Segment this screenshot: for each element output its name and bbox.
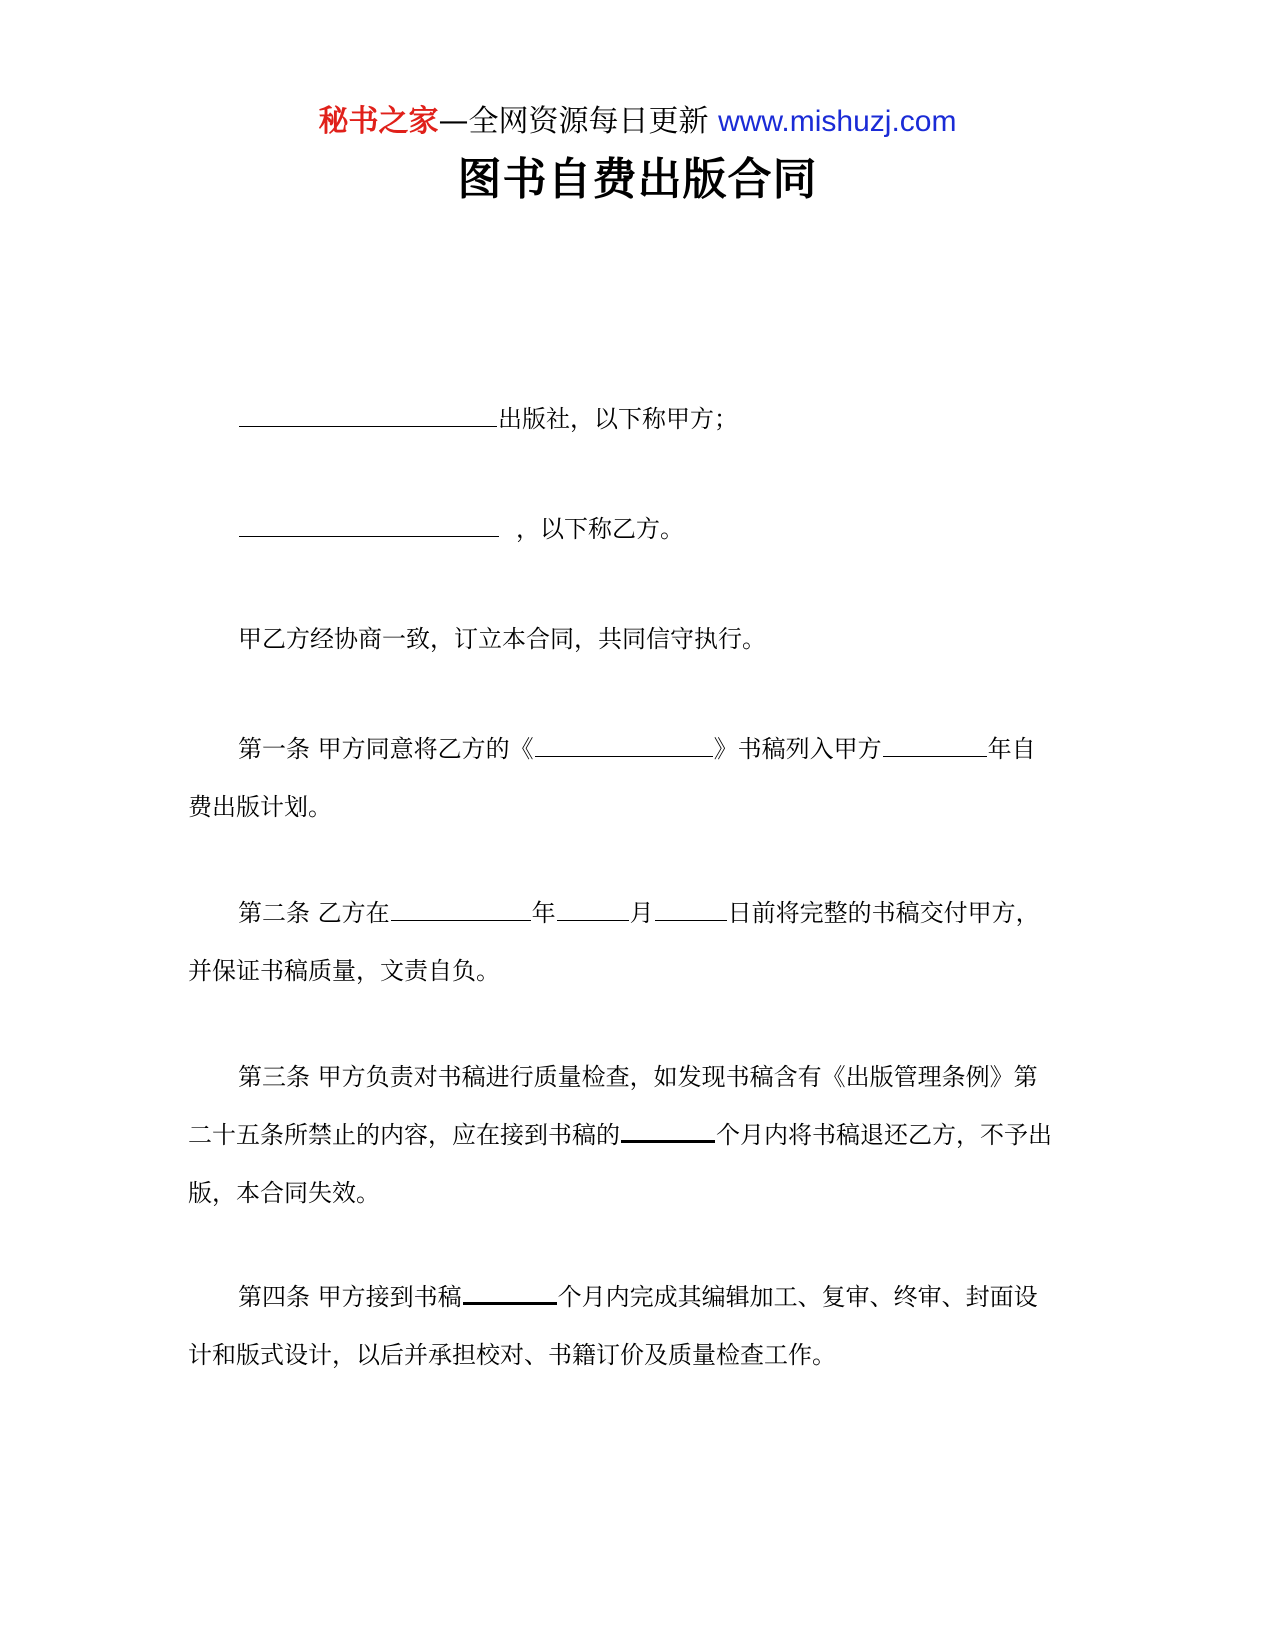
party-a-blank[interactable]: [239, 404, 497, 427]
plan-year-blank[interactable]: [883, 734, 987, 757]
brand-name: 秘书之家: [318, 104, 439, 139]
article-2-text-d: 日前将完整的书稿交付甲方，: [727, 899, 1040, 927]
article-4-text-a: 第四条 甲方接到书稿: [238, 1283, 462, 1311]
article-2-line-1: [188, 884, 1088, 942]
article-4: [188, 1268, 1088, 1384]
article-3: [188, 1048, 1088, 1222]
article-1: [188, 720, 1088, 836]
delivery-day-blank[interactable]: [655, 898, 727, 921]
article-3-text-a: 二十五条所禁止的内容，应在接到书稿的: [188, 1121, 620, 1149]
party-b-line: [188, 500, 1138, 558]
delivery-month-blank[interactable]: [557, 898, 629, 921]
article-3-text-b: 个月内将书稿退还乙方，不予出: [716, 1121, 1052, 1149]
editing-months-blank[interactable]: [463, 1280, 557, 1305]
party-a-line: [188, 390, 1138, 448]
party-b-text: ，以下称乙方。: [516, 515, 684, 543]
article-3-line-3: 版，本合同失效。: [188, 1179, 380, 1207]
article-2: [188, 884, 1088, 1000]
article-1-text-a: 第一条 甲方同意将乙方的《: [238, 735, 534, 763]
manuscript-title-blank[interactable]: [535, 734, 713, 757]
article-1-line-2: 费出版计划。: [188, 793, 332, 821]
article-1-text-c: 年自: [987, 735, 1036, 763]
return-months-blank[interactable]: [621, 1118, 715, 1143]
article-4-line-1: [188, 1268, 1088, 1326]
party-b-blank[interactable]: [239, 514, 499, 537]
article-4-text-b: 个月内完成其编辑加工、复审、终审、封面设: [557, 1283, 1038, 1311]
article-1-text-b: 》书稿列入甲方: [713, 735, 882, 763]
party-a-text: 出版社，以下称甲方；: [498, 405, 738, 433]
article-3-line-1: 第三条 甲方负责对书稿进行质量检查，如发现书稿含有《出版管理条例》第: [238, 1063, 1038, 1091]
site-url-link[interactable]: www.mishuzj.com: [718, 105, 957, 138]
article-4-line-2: 计和版式设计，以后并承担校对、书籍订价及质量检查工作。: [188, 1341, 836, 1369]
article-2-text-b: 年: [531, 899, 556, 927]
intro-paragraph: 甲乙方经协商一致，订立本合同，共同信守执行。: [238, 625, 766, 653]
article-3-line-2: [188, 1106, 1088, 1164]
article-2-text-a: 第二条 乙方在: [238, 899, 390, 927]
delivery-year-blank[interactable]: [391, 898, 531, 921]
header-tagline: —全网资源每日更新: [438, 104, 719, 139]
site-header: [0, 100, 1275, 144]
document-title: 图书自费出版合同: [457, 154, 818, 205]
article-1-line-1: [188, 720, 1088, 778]
article-2-line-2: 并保证书稿质量，文责自负。: [188, 957, 500, 985]
article-2-text-c: 月: [629, 899, 654, 927]
